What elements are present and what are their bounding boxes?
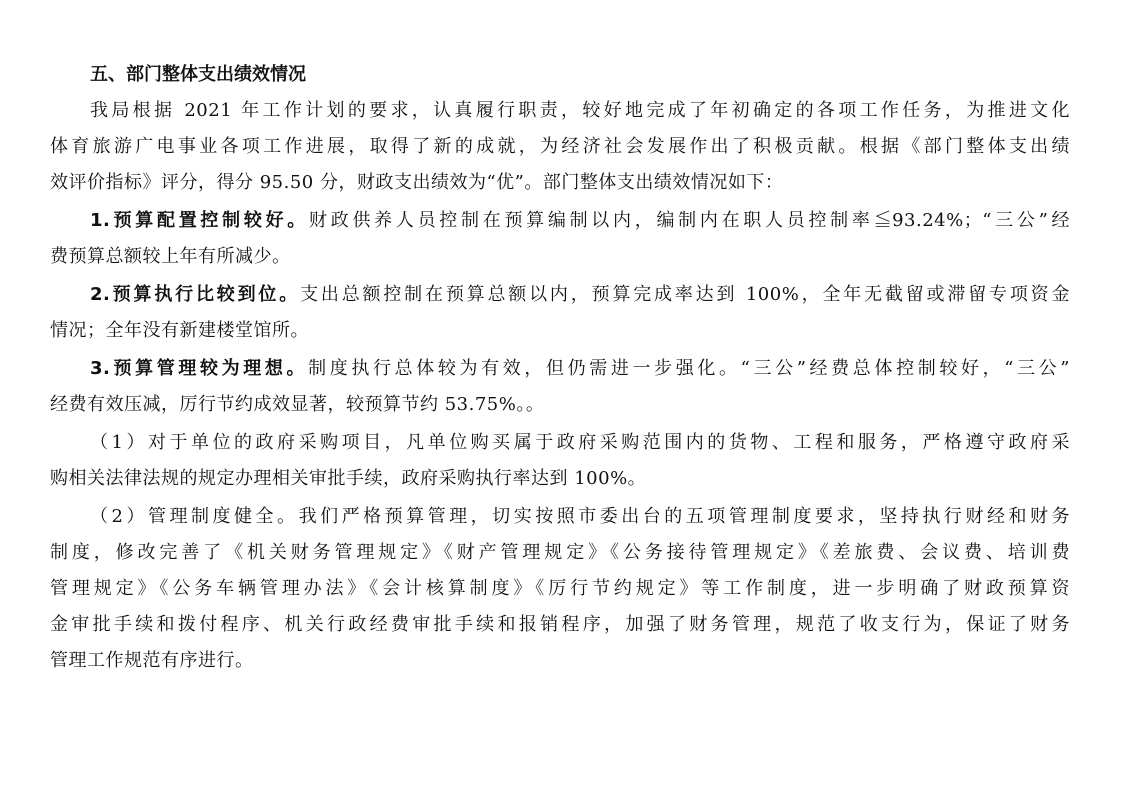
item-3-line-1	[50, 351, 1070, 387]
item-3-paragraph	[50, 351, 1070, 423]
sub-item-2-line-2: 制度，修改完善了《机关财务管理规定》《财产管理规定》《公务接待管理规定》《差旅费、会议费、培训费	[50, 542, 1070, 563]
item-2-line-1	[50, 277, 1070, 313]
section-heading: 五、部门整体支出绩效情况	[90, 64, 306, 85]
item-1-lead: 1.预算配置控制较好。	[90, 210, 310, 231]
item-1-line-2: 费预算总额较上年有所减少。	[50, 246, 291, 267]
item-3-line-2: 经费有效压减，厉行节约成效显著，较预算节约 53.75%。。	[50, 394, 545, 415]
item-1-line-1	[50, 203, 1070, 239]
sub-item-2-line-5: 管理工作规范有序进行。	[50, 650, 254, 671]
sub-item-2-line-4: 金审批手续和拨付程序、机关行政经费审批手续和报销程序，加强了财务管理，规范了收支行为，保证了财务	[50, 614, 1070, 635]
item-1-text: 财政供养人员控制在预算编制以内，编制内在职人员控制率≦93.24%；“三公”经	[309, 210, 1070, 231]
item-3-lead: 3.预算管理较为理想。	[90, 358, 309, 379]
sub-item-2-paragraph	[50, 499, 1070, 679]
sub-item-2-line-3: 管理规定》《公务车辆管理办法》《会计核算制度》《厉行节约规定》等工作制度，进一步明确了财政预算资	[50, 578, 1070, 599]
sub-item-1-line-2: 购相关法律法规的规定办理相关审批手续，政府采购执行率达到 100%。	[50, 468, 647, 489]
intro-line-3: 效评价指标》评分，得分 95.50 分，财政支出绩效为“优”。部门整体支出绩效情况如下：	[50, 172, 784, 193]
item-2-paragraph	[50, 277, 1070, 349]
sub-item-1-line-1: （1）对于单位的政府采购项目，凡单位购买属于政府采购范围内的货物、工程和服务，严格遵守政府采	[90, 432, 1070, 453]
intro-paragraph	[50, 93, 1070, 201]
item-1-paragraph	[50, 203, 1070, 275]
sub-item-1-paragraph	[50, 425, 1070, 497]
item-2-text: 支出总额控制在预算总额以内，预算完成率达到 100%，全年无截留或滞留专项资金	[300, 284, 1070, 305]
document-page	[50, 58, 1070, 679]
sub-item-2-line-1: （2）管理制度健全。我们严格预算管理，切实按照市委出台的五项管理制度要求，坚持执行财经和财务	[90, 506, 1070, 527]
item-3-text: 制度执行总体较为有效，但仍需进一步强化。“三公”经费总体控制较好，“三公”	[308, 358, 1070, 379]
item-2-lead: 2.预算执行比较到位。	[90, 284, 301, 305]
intro-line-2: 体育旅游广电事业各项工作进展，取得了新的成就，为经济社会发展作出了积极贡献。根据《部门整体支出绩	[50, 136, 1070, 157]
item-2-line-2: 情况；全年没有新建楼堂馆所。	[50, 320, 309, 341]
intro-line-1: 我局根据 2021 年工作计划的要求，认真履行职责，较好地完成了年初确定的各项工作任务，为推进文化	[90, 100, 1070, 121]
